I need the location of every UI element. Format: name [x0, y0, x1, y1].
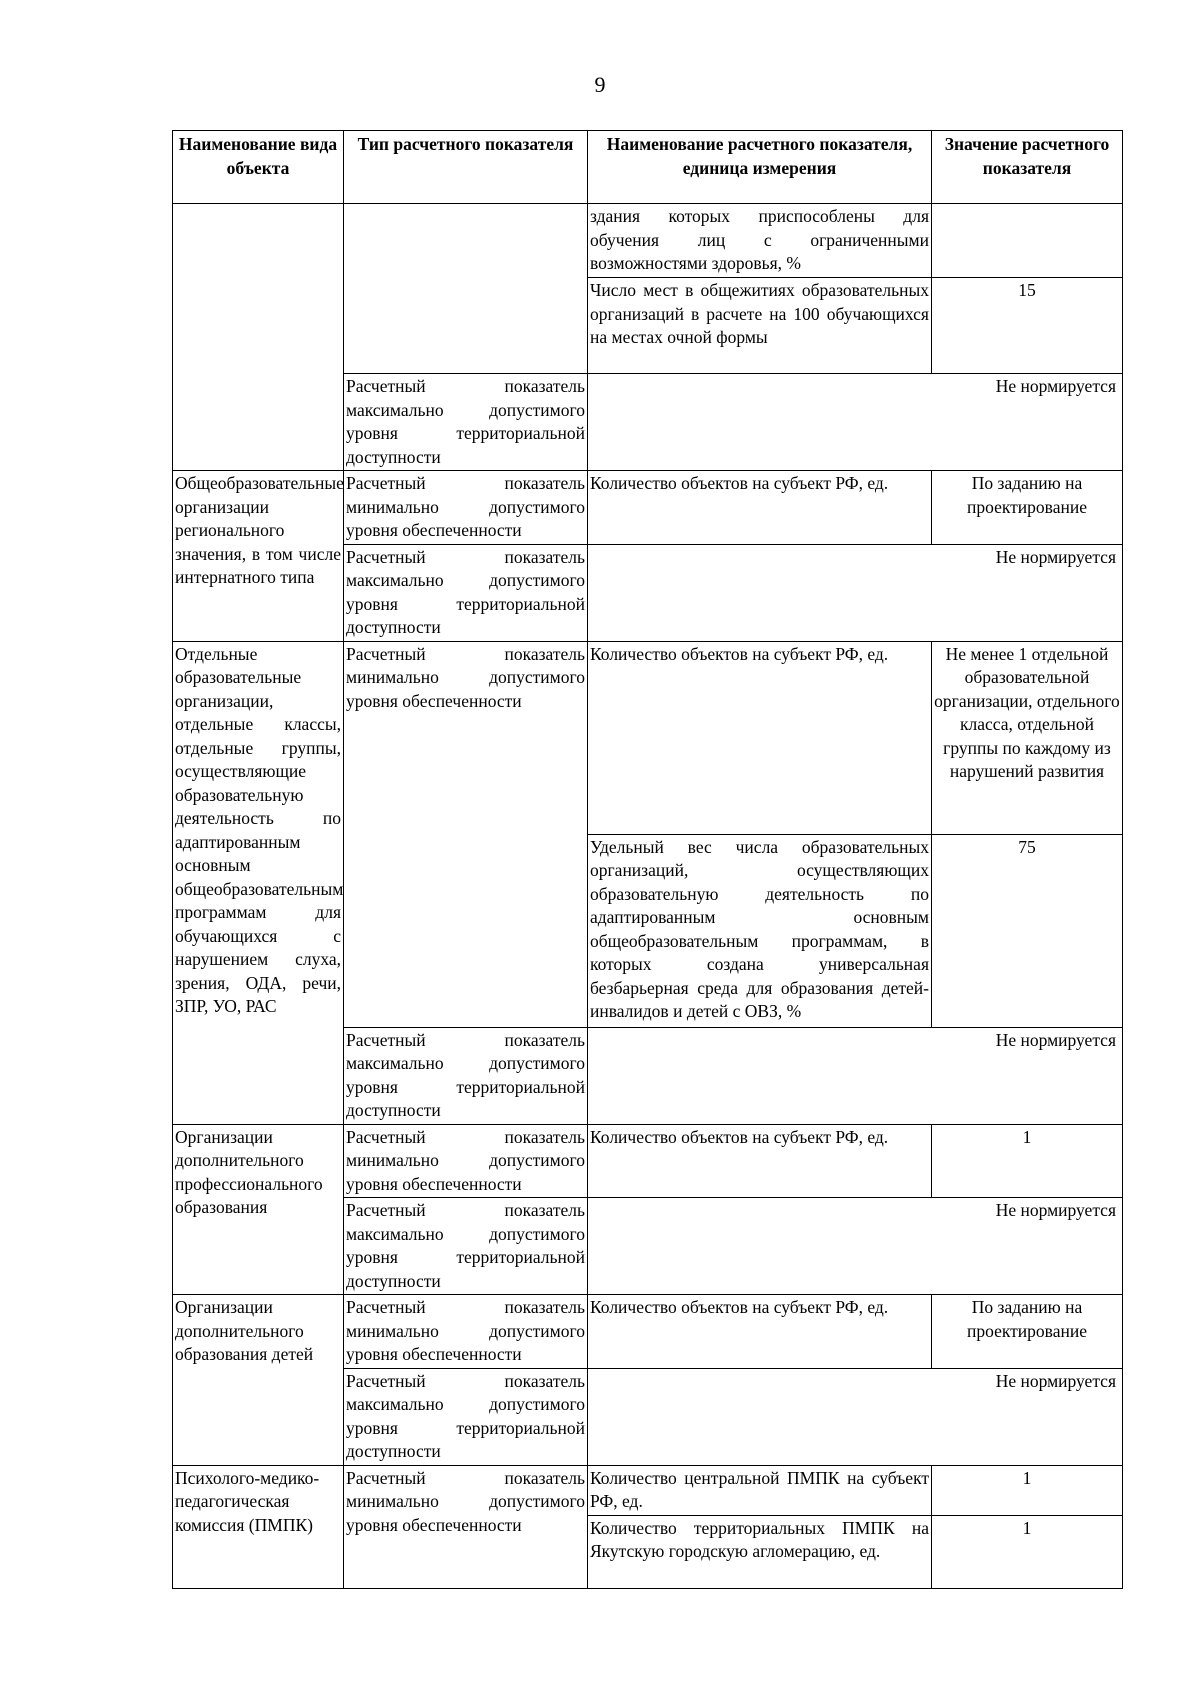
- indicator-type-cell: Расчетный показатель максимально допустимого уровня территориальной доступности: [344, 1027, 588, 1124]
- indicator-type-cell: Расчетный показатель минимально допустимого уровня обеспеченности: [344, 1124, 588, 1198]
- indicator-type-cell: Расчетный показатель минимально допустимого уровня обеспеченности: [344, 1465, 588, 1588]
- not-regulated-cell: Не нормируется: [588, 1198, 1123, 1295]
- table-row: [173, 641, 1123, 834]
- header-indicator-type: Тип расчетного показателя: [344, 131, 588, 204]
- object-type-cell: Организации дополнительного профессионального образования: [173, 1124, 344, 1295]
- not-regulated-cell: Не нормируется: [588, 1368, 1123, 1465]
- table-row: [173, 1124, 1123, 1198]
- header-indicator-value: Значение расчетного показателя: [932, 131, 1123, 204]
- indicator-name-cell: Количество центральной ПМПК на субъект РФ, ед.: [588, 1465, 932, 1515]
- indicator-name-cell: Количество территориальных ПМПК на Якутскую городскую агломерацию, ед.: [588, 1515, 932, 1588]
- header-object-type: Наименование вида объекта: [173, 131, 344, 204]
- indicator-name-cell: Число мест в общежитиях образовательных организаций в расчете на 100 обучающихся на местах очной формы: [588, 278, 932, 374]
- not-regulated-cell: Не нормируется: [588, 374, 1123, 471]
- object-type-cell: Общеобразовательные организации регионального значения, в том числе интернатного типа: [173, 471, 344, 642]
- table-row: [173, 204, 1123, 278]
- indicator-value-cell: 75: [932, 834, 1123, 1027]
- indicator-value-cell-empty: [932, 204, 1123, 278]
- indicator-value-cell: Не менее 1 отдельной образовательной организации, отдельного класса, отдельной группы по каждому из нарушений развития: [932, 641, 1123, 834]
- indicator-type-cell: Расчетный показатель максимально допустимого уровня территориальной доступности: [344, 374, 588, 471]
- not-regulated-cell: Не нормируется: [588, 1027, 1123, 1124]
- type-cell-empty: [344, 204, 588, 374]
- indicator-type-cell: Расчетный показатель минимально допустимого уровня обеспеченности: [344, 641, 588, 1027]
- table-header-row: [173, 131, 1123, 204]
- table-row: [173, 1465, 1123, 1515]
- header-indicator-name: Наименование расчетного показателя, единица измерения: [588, 131, 932, 204]
- indicator-value-cell: По заданию на проектирование: [932, 471, 1123, 545]
- object-type-cell: Организации дополнительного образования детей: [173, 1295, 344, 1466]
- indicator-value-cell: 15: [932, 278, 1123, 374]
- object-type-cell: Психолого-медико-педагогическая комиссия (ПМПК): [173, 1465, 344, 1588]
- indicator-name-cell: Количество объектов на субъект РФ, ед.: [588, 471, 932, 545]
- indicator-name-cell: Количество объектов на субъект РФ, ед.: [588, 1295, 932, 1369]
- indicator-name-cell: Количество объектов на субъект РФ, ед.: [588, 1124, 932, 1198]
- indicator-name-cell: Удельный вес числа образовательных организаций, осуществляющих образовательную деятельность по адаптированным основным общеобразовательным программам, в которых создана универсальная безбарьерная среда для образования детей-инвалидов и детей с ОВЗ, %: [588, 834, 932, 1027]
- page-number: 9: [594, 72, 606, 97]
- not-regulated-cell: Не нормируется: [588, 544, 1123, 641]
- indicator-value-cell: 1: [932, 1465, 1123, 1515]
- indicator-type-cell: Расчетный показатель минимально допустимого уровня обеспеченности: [344, 1295, 588, 1369]
- indicator-value-cell: По заданию на проектирование: [932, 1295, 1123, 1369]
- indicator-type-cell: Расчетный показатель максимально допустимого уровня территориальной доступности: [344, 1368, 588, 1465]
- table-row: [173, 471, 1123, 545]
- object-cell-empty: [173, 204, 344, 471]
- indicator-type-cell: Расчетный показатель максимально допустимого уровня территориальной доступности: [344, 1198, 588, 1295]
- indicator-name-cell: Количество объектов на субъект РФ, ед.: [588, 641, 932, 834]
- indicator-type-cell: Расчетный показатель максимально допустимого уровня территориальной доступности: [344, 544, 588, 641]
- indicators-table: [172, 130, 1123, 1589]
- indicator-value-cell: 1: [932, 1124, 1123, 1198]
- indicator-type-cell: Расчетный показатель минимально допустимого уровня обеспеченности: [344, 471, 588, 545]
- indicator-value-cell: 1: [932, 1515, 1123, 1588]
- indicator-name-cell: здания которых приспособлены для обучения лиц с ограниченными возможностями здоровья, %: [588, 204, 932, 278]
- table-row: [173, 1295, 1123, 1369]
- object-type-cell: Отдельные образовательные организации, отдельные классы, отдельные группы, осуществляющие образовательную деятельность по адаптированным основным общеобразовательным программам для обучающихся с нарушением слуха, зрения, ОДА, речи, ЗПР, УО, РАС: [173, 641, 344, 1124]
